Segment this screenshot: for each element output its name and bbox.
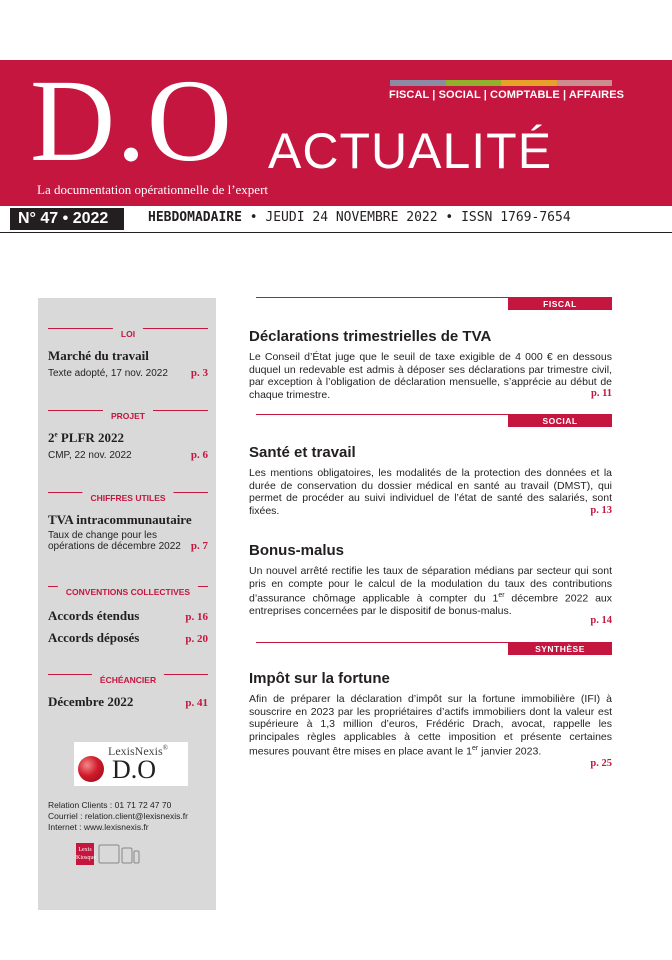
sidebar-section-projet [48, 410, 208, 461]
label-text: PROJET [103, 410, 153, 422]
convention-item[interactable] [48, 608, 208, 624]
item-title: Accords déposés [48, 630, 140, 645]
body-sup: er [471, 745, 479, 753]
article-title[interactable]: Impôt sur la fortune [249, 670, 390, 687]
echeancier-item[interactable] [48, 694, 208, 710]
convention-item[interactable] [48, 630, 208, 646]
article-impot-fortune [249, 670, 612, 772]
section-label [48, 492, 208, 506]
issue-divider [0, 232, 672, 233]
body-part-b: décembre 2022 aux entreprises concernées par le dispositif de bonus-malus. [249, 592, 613, 618]
detail-row-2 [48, 541, 208, 552]
tab-social-color [446, 80, 502, 86]
section-detail: CMP, 22 nov. 2022 [48, 450, 132, 461]
section-label [48, 328, 208, 342]
page-ref[interactable]: p. 41 [185, 697, 208, 709]
article-body [249, 565, 612, 618]
issue-number: N° 47 • 2022 [10, 208, 124, 230]
brand-do: D.O [112, 755, 157, 784]
category-list: FISCAL | SOCIAL | COMPTABLE | AFFAIRES [389, 89, 625, 101]
detail-line-2: opérations de décembre 2022 [48, 541, 181, 552]
sidebar-section-conventions [48, 586, 208, 646]
contacts [48, 800, 188, 833]
date-issn: • JEUDI 24 NOVEMBRE 2022 • ISSN 1769-7654 [241, 210, 571, 225]
brand-reg: ® [162, 744, 168, 752]
section-detail-row [48, 367, 208, 379]
sidebar-section-loi [48, 328, 208, 379]
page-ref[interactable]: p. 25 [590, 758, 612, 769]
title-sup: e [54, 430, 58, 439]
article-bonus-malus [249, 542, 612, 628]
kiosk-line-1: Lexis [78, 847, 92, 853]
devices-icon [98, 843, 140, 865]
contact-email[interactable]: Courriel : relation.client@lexisnexis.fr [48, 811, 188, 821]
tab-affaires-color [557, 80, 613, 86]
logo-do: D.O [30, 55, 233, 186]
frequency: HEBDOMADAIRE [148, 210, 242, 225]
section-label [48, 586, 208, 600]
contact-phone: Relation Clients : 01 71 72 47 70 [48, 800, 172, 810]
detail-line-1: Taux de change pour les [48, 530, 157, 541]
page-ref[interactable]: p. 6 [190, 449, 208, 461]
section-title[interactable]: TVA intracommunautaire [48, 512, 192, 527]
section-title[interactable]: Marché du travail [48, 348, 149, 363]
section-label [48, 674, 208, 688]
article-title[interactable]: Bonus-malus [249, 542, 345, 559]
body-part-a: Un nouvel arrêté rectifie les taux de séparation médians par secteur qui sont pris en compte pour le calcul de la modulation du taux des contributions d’assurance chômage applicable à compter du 1 [249, 565, 612, 605]
page-ref[interactable]: p. 11 [590, 388, 612, 399]
body-sup: er [498, 592, 505, 600]
article-sante-travail [249, 444, 612, 518]
article-tva [249, 328, 612, 402]
tab-fiscal-color [390, 80, 446, 86]
item-title: Décembre 2022 [48, 694, 134, 709]
rubric-label: SOCIAL [508, 415, 612, 427]
section-title[interactable] [48, 430, 208, 446]
item-title: Accords étendus [48, 608, 140, 623]
lexisnexis-logo [74, 742, 188, 786]
article-body [249, 693, 612, 758]
article-title[interactable]: Déclarations trimestrielles de TVA [249, 328, 492, 345]
label-text: CONVENTIONS COLLECTIVES [58, 586, 198, 598]
category-tabs [390, 80, 612, 86]
page-ref[interactable]: p. 13 [590, 505, 612, 516]
brand-name-text: LexisNexis [108, 744, 163, 758]
article-title[interactable]: Santé et travail [249, 444, 356, 461]
page-ref[interactable]: p. 3 [190, 367, 208, 379]
title-post: PLFR 2022 [57, 430, 125, 445]
rubric-social [256, 414, 612, 426]
tagline: La documentation opérationnelle de l’expert [37, 182, 269, 197]
kiosk-line-2: Kiosque [76, 855, 96, 861]
body-part-a: Afin de préparer la déclaration d’impôt sur la fortune immobilière (IFI) à souscrire en 2023 par les propriétaires d’actifs immobiliers dont la valeur est supérieure à 1,3 million d’euros, Frédéric Drach, avocat, rappelle les principales règles applicables à cette imposition et présente certaines mesures pouvant être mises en place avant le 1 [249, 693, 612, 758]
section-label [48, 410, 208, 424]
label-text: ÉCHÉANCIER [92, 674, 164, 686]
rubric-label: SYNTHÈSE [508, 643, 612, 655]
tab-comptable-color [501, 80, 557, 86]
section-detail-row [48, 449, 208, 461]
label-text: CHIFFRES UTILES [82, 492, 173, 504]
lexisnexis-ball-icon [78, 756, 104, 782]
issue-info [148, 210, 571, 225]
lexis-kiosque-icon[interactable] [76, 843, 94, 865]
label-text: LOI [113, 328, 143, 340]
logo-actualite: ACTUALITÉ [268, 123, 553, 179]
article-body: Les mentions obligatoires, les modalités de la protection des données et la durée de conservation du dossier médical en santé au travail (DMST), qui permet de procéder au suivi individuel de l’état de santé des salariés, sont fixées. [249, 467, 612, 517]
section-detail: Texte adopté, 17 nov. 2022 [48, 368, 168, 379]
sidebar-section-echeancier [48, 674, 208, 710]
body-part-b: janvier 2023. [478, 745, 542, 758]
page-ref[interactable]: p. 14 [590, 615, 612, 626]
section-detail [48, 530, 208, 552]
page-ref[interactable]: p. 16 [185, 611, 208, 623]
page-ref[interactable]: p. 20 [185, 633, 208, 645]
page-ref[interactable]: p. 7 [190, 540, 208, 552]
rubric-fiscal [256, 297, 612, 309]
rubric-synthese [256, 642, 612, 654]
sidebar-section-chiffres [48, 492, 208, 552]
title-pre: 2 [48, 430, 55, 445]
rubric-label: FISCAL [508, 298, 612, 310]
contact-website[interactable]: Internet : www.lexisnexis.fr [48, 822, 149, 832]
article-body: Le Conseil d’État juge que le seuil de taxe exigible de 4 000 € en dessous duquel un redevable est admis à déposer ses déclarations par trimestre civil, par exception à l’obligation de déclaration mensuelle, s’apprécie au début de chaque trimestre. [249, 351, 612, 401]
